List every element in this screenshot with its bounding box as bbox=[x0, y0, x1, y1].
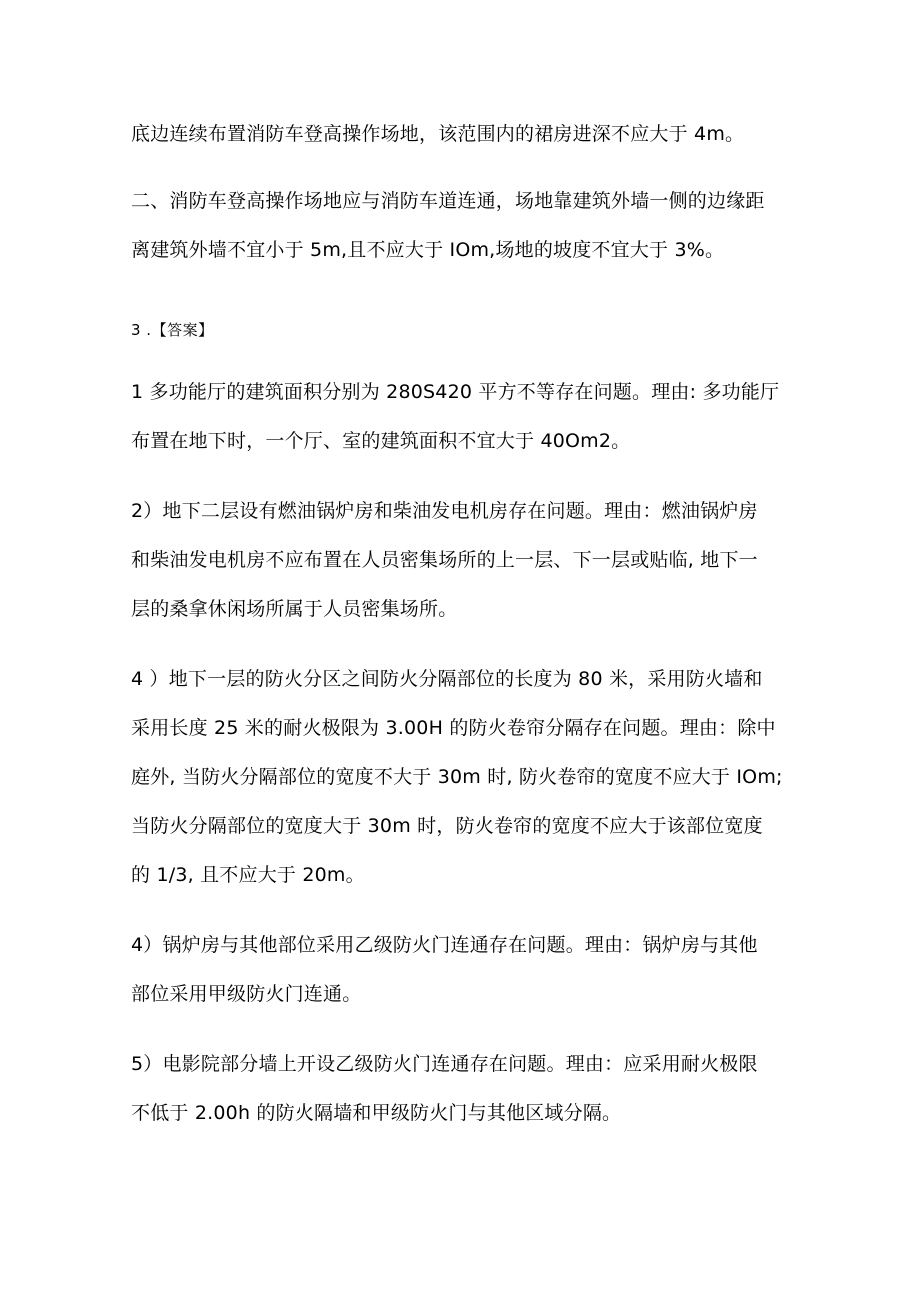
text-line: 的 1/3, 且不应大于 20m。 bbox=[131, 864, 365, 886]
text-line: 庭外, 当防火分隔部位的宽度不大于 30m 时, 防火卷帘的宽度不应大于 IOm; bbox=[131, 766, 783, 788]
text-line: 部位采用甲级防火门连通。 bbox=[131, 983, 362, 1005]
text-line: 布置在地下时，一个厅、室的建筑面积不宜大于 40Om2。 bbox=[131, 430, 631, 452]
text-line: 当防火分隔部位的宽度大于 30m 时，防火卷帘的宽度不应大于该部位宽度 bbox=[131, 815, 763, 837]
text-line: 4）锅炉房与其他部位采用乙级防火门连通存在问题。理由：锅炉房与其他 bbox=[131, 934, 758, 956]
text-line: 层的桑拿休闲场所属于人员密集场所。 bbox=[131, 598, 458, 620]
text-line: 二、消防车登高操作场地应与消防车道连通，场地靠建筑外墙一侧的边缘距 bbox=[131, 190, 765, 212]
text-line: 底边连续布置消防车登高操作场地，该范围内的裙房进深不应大于 4m。 bbox=[131, 123, 745, 145]
text-line: 采用长度 25 米的耐火极限为 3.00H 的防火卷帘分隔存在问题。理由：除中 bbox=[131, 717, 776, 739]
answer-heading: 3 .【答案】 bbox=[131, 321, 214, 339]
text-line: 和柴油发电机房不应布置在人员密集场所的上一层、下一层或贴临, 地下一 bbox=[131, 549, 758, 571]
text-line: 4 ）地下一层的防火分区之间防火分隔部位的长度为 80 米，采用防火墙和 bbox=[131, 668, 763, 690]
text-line: 2）地下二层设有燃油锅炉房和柴油发电机房存在问题。理由：燃油锅炉房 bbox=[131, 500, 758, 522]
text-line: 离建筑外墙不宜小于 5m,且不应大于 IOm,场地的坡度不宜大于 3%。 bbox=[131, 239, 725, 261]
text-line: 1 多功能厅的建筑面积分别为 280S420 平方不等存在问题。理由: 多功能厅 bbox=[131, 381, 780, 403]
text-line: 不低于 2.00h 的防火隔墙和甲级防火门与其他区域分隔。 bbox=[131, 1102, 622, 1124]
text-line: 5）电影院部分墙上开设乙级防火门连通存在问题。理由：应采用耐火极限 bbox=[131, 1053, 758, 1075]
